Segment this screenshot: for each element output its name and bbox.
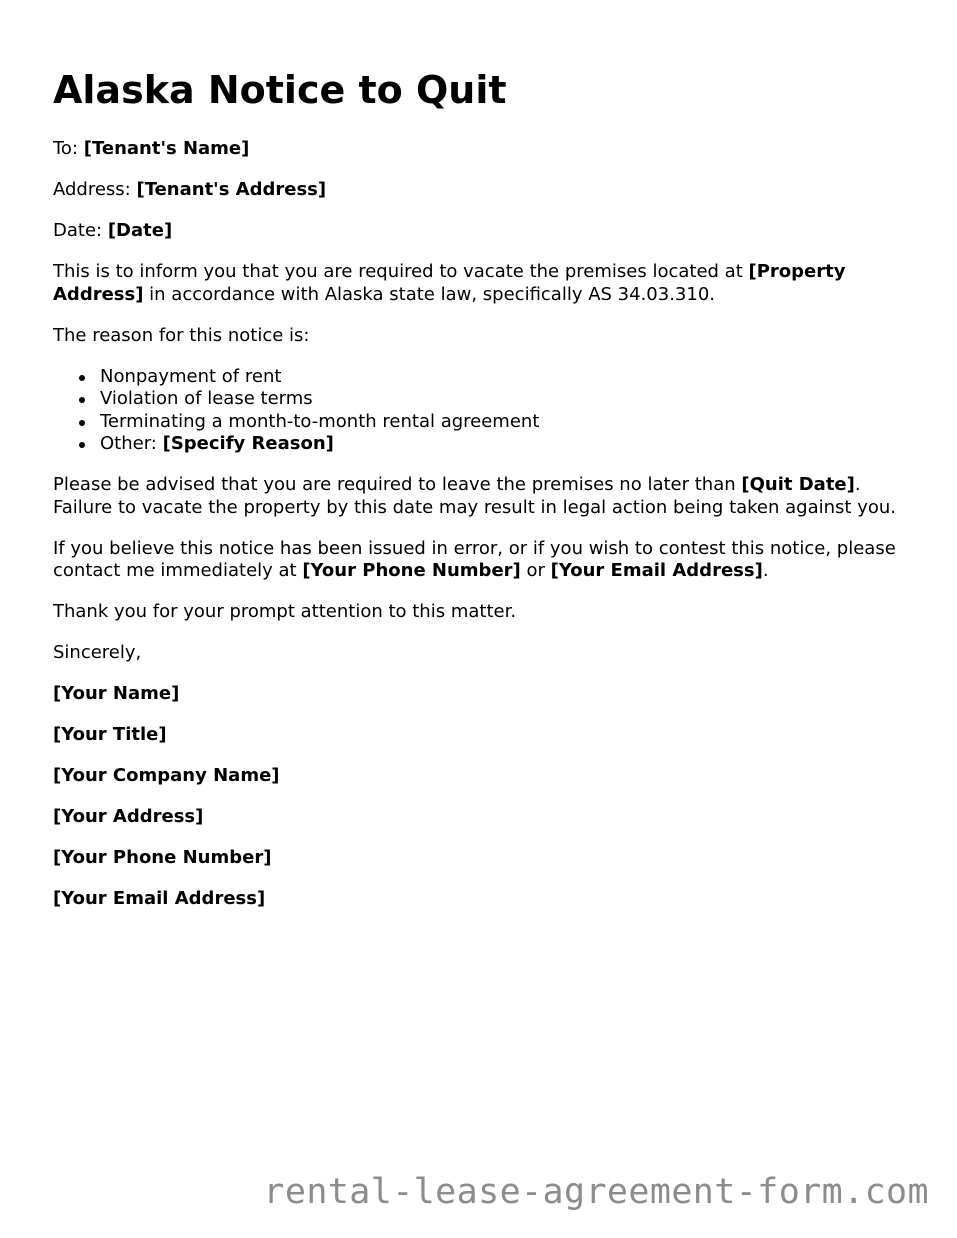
date-placeholder: [Date] bbox=[107, 220, 173, 241]
document-title: Alaska Notice to Quit bbox=[53, 68, 507, 112]
contact-text-after: . bbox=[762, 560, 769, 581]
reason-item: Nonpayment of rent bbox=[100, 366, 903, 389]
signature-name: [Your Name] bbox=[53, 683, 180, 704]
date-label: Date: bbox=[53, 220, 103, 241]
signature-address: [Your Address] bbox=[53, 806, 204, 827]
reason-heading: The reason for this notice is: bbox=[53, 324, 310, 346]
contact-email-placeholder: [Your Email Address] bbox=[550, 560, 763, 581]
contact-text-middle: or bbox=[520, 560, 551, 581]
reason-item: Violation of lease terms bbox=[100, 388, 903, 411]
tenant-address-placeholder: [Tenant's Address] bbox=[136, 179, 327, 200]
document-body bbox=[53, 138, 903, 929]
to-label: To: bbox=[53, 138, 79, 159]
deadline-text-before: Please be advised that you are required to leave the premises no later than bbox=[53, 474, 742, 495]
contact-phone-placeholder: [Your Phone Number] bbox=[302, 560, 521, 581]
reason-list bbox=[53, 366, 903, 456]
thanks-line: Thank you for your prompt attention to this matter. bbox=[53, 601, 517, 622]
specify-reason-placeholder: [Specify Reason] bbox=[162, 433, 334, 454]
contact-paragraph bbox=[53, 538, 903, 583]
signature-block bbox=[53, 683, 903, 911]
date-line bbox=[53, 220, 903, 243]
tenant-name-placeholder: [Tenant's Name] bbox=[83, 138, 250, 159]
other-label: Other: bbox=[100, 433, 157, 454]
signature-phone: [Your Phone Number] bbox=[53, 847, 272, 868]
property-address-placeholder: [Property Address] bbox=[53, 261, 846, 305]
deadline-paragraph bbox=[53, 474, 903, 519]
signature-email: [Your Email Address] bbox=[53, 888, 266, 909]
deadline-text-after: . Failure to vacate the property by this date may result in legal action being taken against you. bbox=[53, 474, 896, 518]
intro-paragraph bbox=[53, 261, 903, 306]
closing-line: Sincerely, bbox=[53, 642, 142, 663]
signature-company: [Your Company Name] bbox=[53, 765, 280, 786]
address-line bbox=[53, 179, 903, 202]
address-label: Address: bbox=[53, 179, 131, 200]
contact-text-before: If you believe this notice has been issued in error, or if you wish to contest this notice, please contact me immediately at bbox=[53, 537, 896, 581]
reason-item: Terminating a month-to-month rental agreement bbox=[100, 411, 903, 434]
signature-title: [Your Title] bbox=[53, 724, 167, 745]
to-line bbox=[53, 138, 903, 161]
reason-item-other bbox=[100, 433, 903, 456]
intro-text-before: This is to inform you that you are required to vacate the premises located at bbox=[53, 261, 749, 282]
quit-date-placeholder: [Quit Date] bbox=[741, 474, 855, 495]
intro-text-after: in accordance with Alaska state law, specifically AS 34.03.310. bbox=[143, 283, 715, 305]
watermark: rental-lease-agreement-form.com bbox=[263, 1172, 929, 1212]
